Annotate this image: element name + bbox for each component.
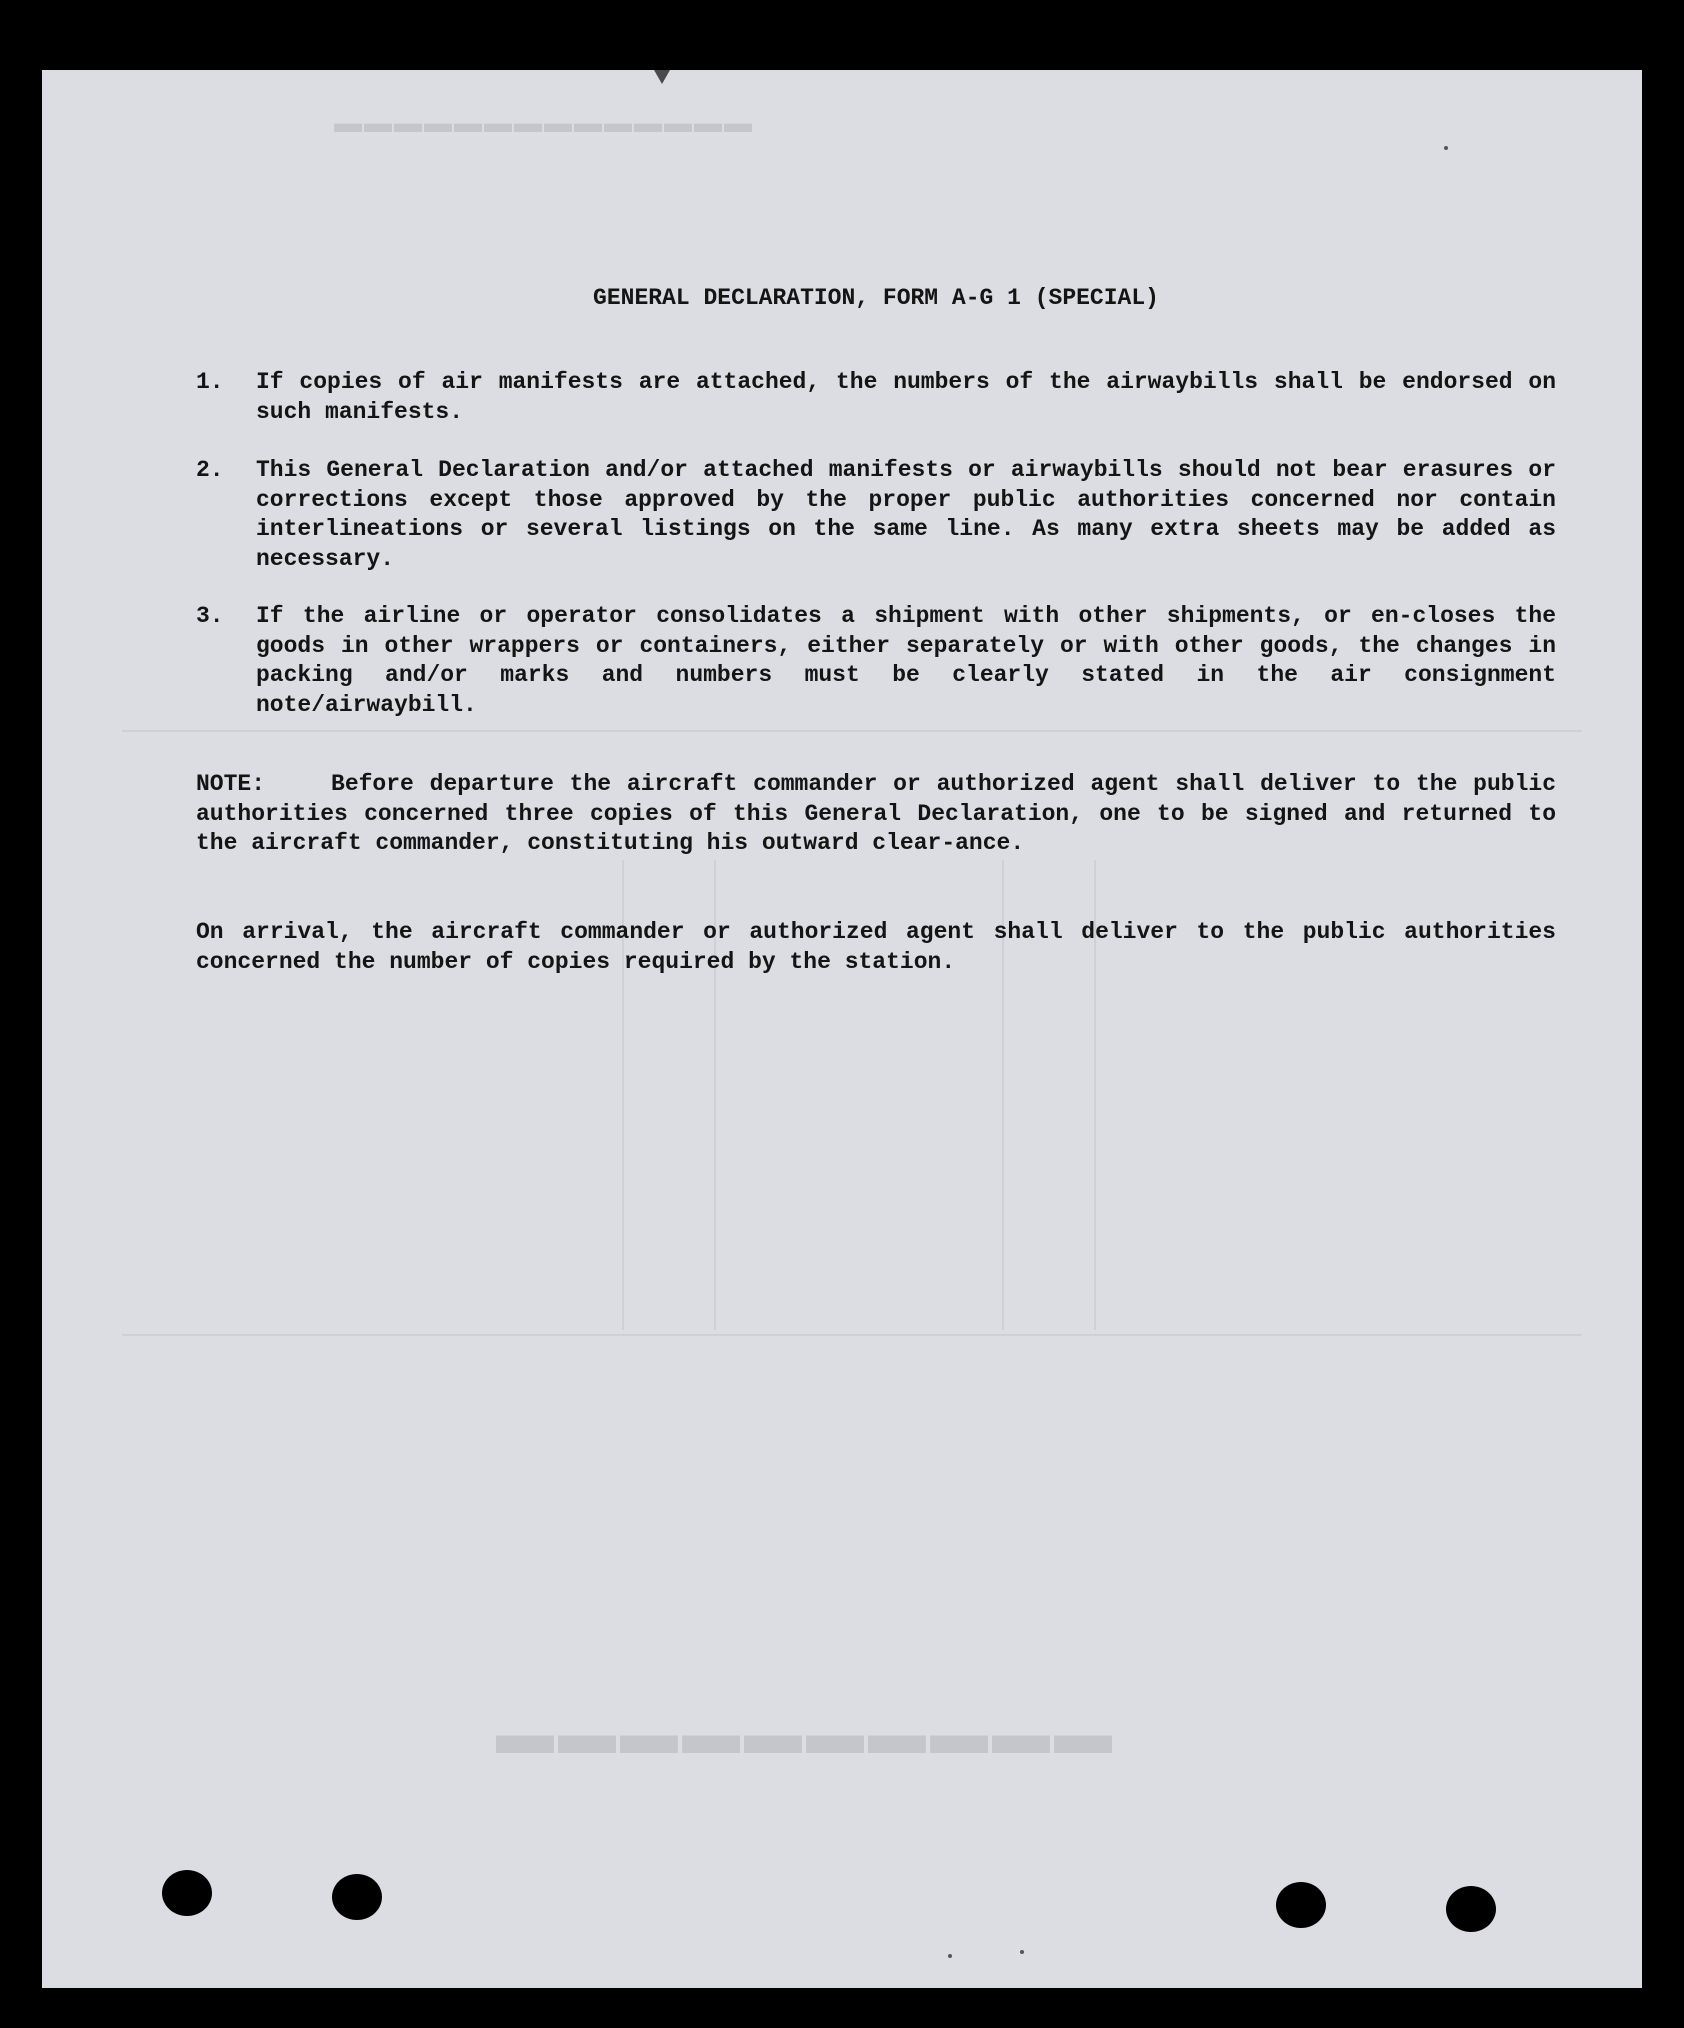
instruction-item-3: [196, 602, 1556, 720]
note-text-arrival: On arrival, the aircraft commander or authorized agent shall deliver to the public authorities concerned the number of copies required by the station.: [196, 919, 1556, 975]
bleed-through-rule: [122, 730, 1582, 732]
note-paragraph-2: [196, 918, 1556, 977]
speck: [1444, 146, 1448, 150]
instruction-text: This General Declaration and/or attached manifests or airwaybills should not bear erasures or corrections except those approved by the proper public authorities concerned nor contain interlineations or several listings on the same line. As many extra sheets may be added as necessary.: [256, 457, 1556, 572]
bleed-through-title: ▬▬▬▬▬▬▬▬▬▬: [492, 1701, 1112, 1766]
instruction-number: 3.: [196, 603, 224, 629]
instruction-text: If copies of air manifests are attached, the numbers of the airwaybills shall be endorsed on such manifests.: [256, 369, 1556, 425]
instruction-item-1: [196, 368, 1556, 427]
paper-sheet: [42, 70, 1642, 1988]
note-paragraph-1: [196, 770, 1556, 859]
punch-hole: [1446, 1886, 1496, 1932]
speck: [1020, 1950, 1024, 1954]
bleed-through-rule: [122, 1334, 1582, 1336]
instruction-number: 1.: [196, 369, 224, 395]
document-title: GENERAL DECLARATION, FORM A-G 1 (SPECIAL): [593, 285, 1159, 311]
punch-hole: [332, 1874, 382, 1920]
instruction-number: 2.: [196, 457, 224, 483]
note-text: Before departure the aircraft commander or authorized agent shall deliver to the public authorities concerned three copies of this General Declaration, one to be signed and returned to the aircraft commander, constituting his outward clear-ance.: [196, 771, 1556, 856]
punch-hole: [162, 1870, 212, 1916]
bleed-through-header: ▬▬▬▬▬▬▬▬▬▬▬▬▬▬: [332, 108, 752, 139]
instruction-text: If the airline or operator consolidates a shipment with other shipments, or en-closes the goods in other wrappers or containers, either separately or with other goods, the changes in packing and/or marks and numbers must be clearly stated in the air consignment note/airwaybill.: [256, 603, 1556, 718]
note-label: NOTE:: [196, 771, 266, 797]
instruction-item-2: [196, 456, 1556, 574]
punch-hole: [1276, 1882, 1326, 1928]
staple-mark: [654, 70, 670, 84]
speck: [948, 1954, 952, 1958]
